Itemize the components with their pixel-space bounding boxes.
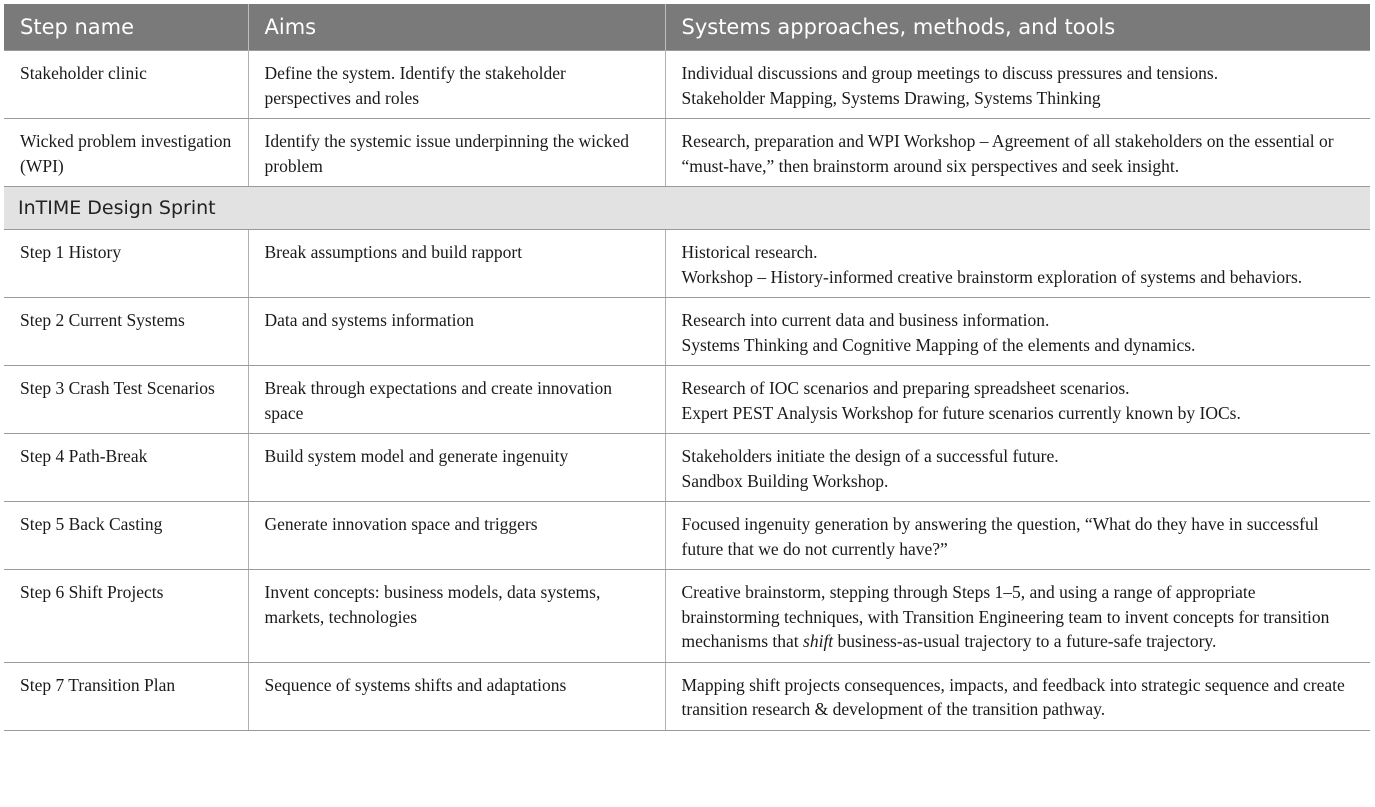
header-row <box>4 4 1370 51</box>
header-step-name: Step name <box>4 4 248 51</box>
methods-cell <box>665 570 1370 663</box>
aims-cell: Sequence of systems shifts and adaptations <box>248 662 665 730</box>
table-row <box>4 119 1370 187</box>
methods-cell <box>665 434 1370 502</box>
section-label: InTIME Design Sprint <box>4 187 1370 230</box>
methods-cell <box>665 502 1370 570</box>
methods-line: Research of IOC scenarios and preparing spreadsheet scenarios. <box>681 378 1130 398</box>
methods-table-container <box>4 4 1370 731</box>
table-row <box>4 434 1370 502</box>
table-row <box>4 570 1370 663</box>
methods-table <box>4 4 1370 731</box>
aims-cell: Define the system. Identify the stakeholder perspectives and roles <box>248 51 665 119</box>
methods-text-emphasis: shift <box>803 631 834 651</box>
step-name-cell: Step 2 Current Systems <box>4 298 248 366</box>
step-name-cell: Step 1 History <box>4 230 248 298</box>
aims-cell: Invent concepts: business models, data systems, markets, technologies <box>248 570 665 663</box>
methods-cell <box>665 366 1370 434</box>
methods-line: Focused ingenuity generation by answering the question, “What do they have in successful future that we do not currently have?” <box>681 514 1319 559</box>
methods-cell <box>665 230 1370 298</box>
table-row <box>4 51 1370 119</box>
aims-cell: Identify the systemic issue underpinning the wicked problem <box>248 119 665 187</box>
methods-text-after: business-as-usual trajectory to a future-safe trajectory. <box>833 631 1217 651</box>
methods-line: Sandbox Building Workshop. <box>681 470 889 491</box>
methods-line: Research into current data and business information. <box>681 310 1050 330</box>
methods-line: Mapping shift projects consequences, impacts, and feedback into strategic sequence and create transition research & development of the transition pathway. <box>681 674 1345 719</box>
table-row <box>4 366 1370 434</box>
step-name-cell: Step 6 Shift Projects <box>4 570 248 663</box>
step-name-cell: Step 7 Transition Plan <box>4 662 248 730</box>
header-methods: Systems approaches, methods, and tools <box>665 4 1370 51</box>
aims-cell: Break assumptions and build rapport <box>248 230 665 298</box>
header-aims: Aims <box>248 4 665 51</box>
aims-cell: Break through expectations and create innovation space <box>248 366 665 434</box>
methods-line: Individual discussions and group meetings to discuss pressures and tensions. <box>681 63 1219 83</box>
table-row <box>4 502 1370 570</box>
methods-cell <box>665 119 1370 187</box>
step-name-cell: Step 4 Path-Break <box>4 434 248 502</box>
methods-line: Workshop – History-informed creative brainstorm exploration of systems and behaviors. <box>681 266 1303 287</box>
table-row <box>4 662 1370 730</box>
methods-line: Expert PEST Analysis Workshop for future scenarios currently known by IOCs. <box>681 402 1241 423</box>
table-row <box>4 298 1370 366</box>
methods-cell <box>665 662 1370 730</box>
aims-cell: Data and systems information <box>248 298 665 366</box>
aims-cell: Generate innovation space and triggers <box>248 502 665 570</box>
methods-text-before: Creative brainstorm, stepping through Steps 1–5, and using a range of appropriate brainstorming techniques, with Transition Engineering team to invent concepts for transition mechanisms that <box>681 582 1330 651</box>
methods-cell <box>665 51 1370 119</box>
section-row <box>4 187 1370 230</box>
step-name-cell: Step 3 Crash Test Scenarios <box>4 366 248 434</box>
methods-line: Historical research. <box>681 242 818 262</box>
methods-cell <box>665 298 1370 366</box>
aims-cell: Build system model and generate ingenuity <box>248 434 665 502</box>
methods-line: Research, preparation and WPI Workshop – Agreement of all stakeholders on the essential or “must-have,” then brainstorm around six perspectives and seek insight. <box>681 131 1334 176</box>
step-name-cell: Stakeholder clinic <box>4 51 248 119</box>
methods-line: Systems Thinking and Cognitive Mapping of the elements and dynamics. <box>681 334 1196 355</box>
step-name-cell: Step 5 Back Casting <box>4 502 248 570</box>
methods-line: Stakeholder Mapping, Systems Drawing, Systems Thinking <box>681 87 1101 108</box>
table-row <box>4 230 1370 298</box>
step-name-cell: Wicked problem investigation (WPI) <box>4 119 248 187</box>
methods-line: Stakeholders initiate the design of a successful future. <box>681 446 1059 466</box>
